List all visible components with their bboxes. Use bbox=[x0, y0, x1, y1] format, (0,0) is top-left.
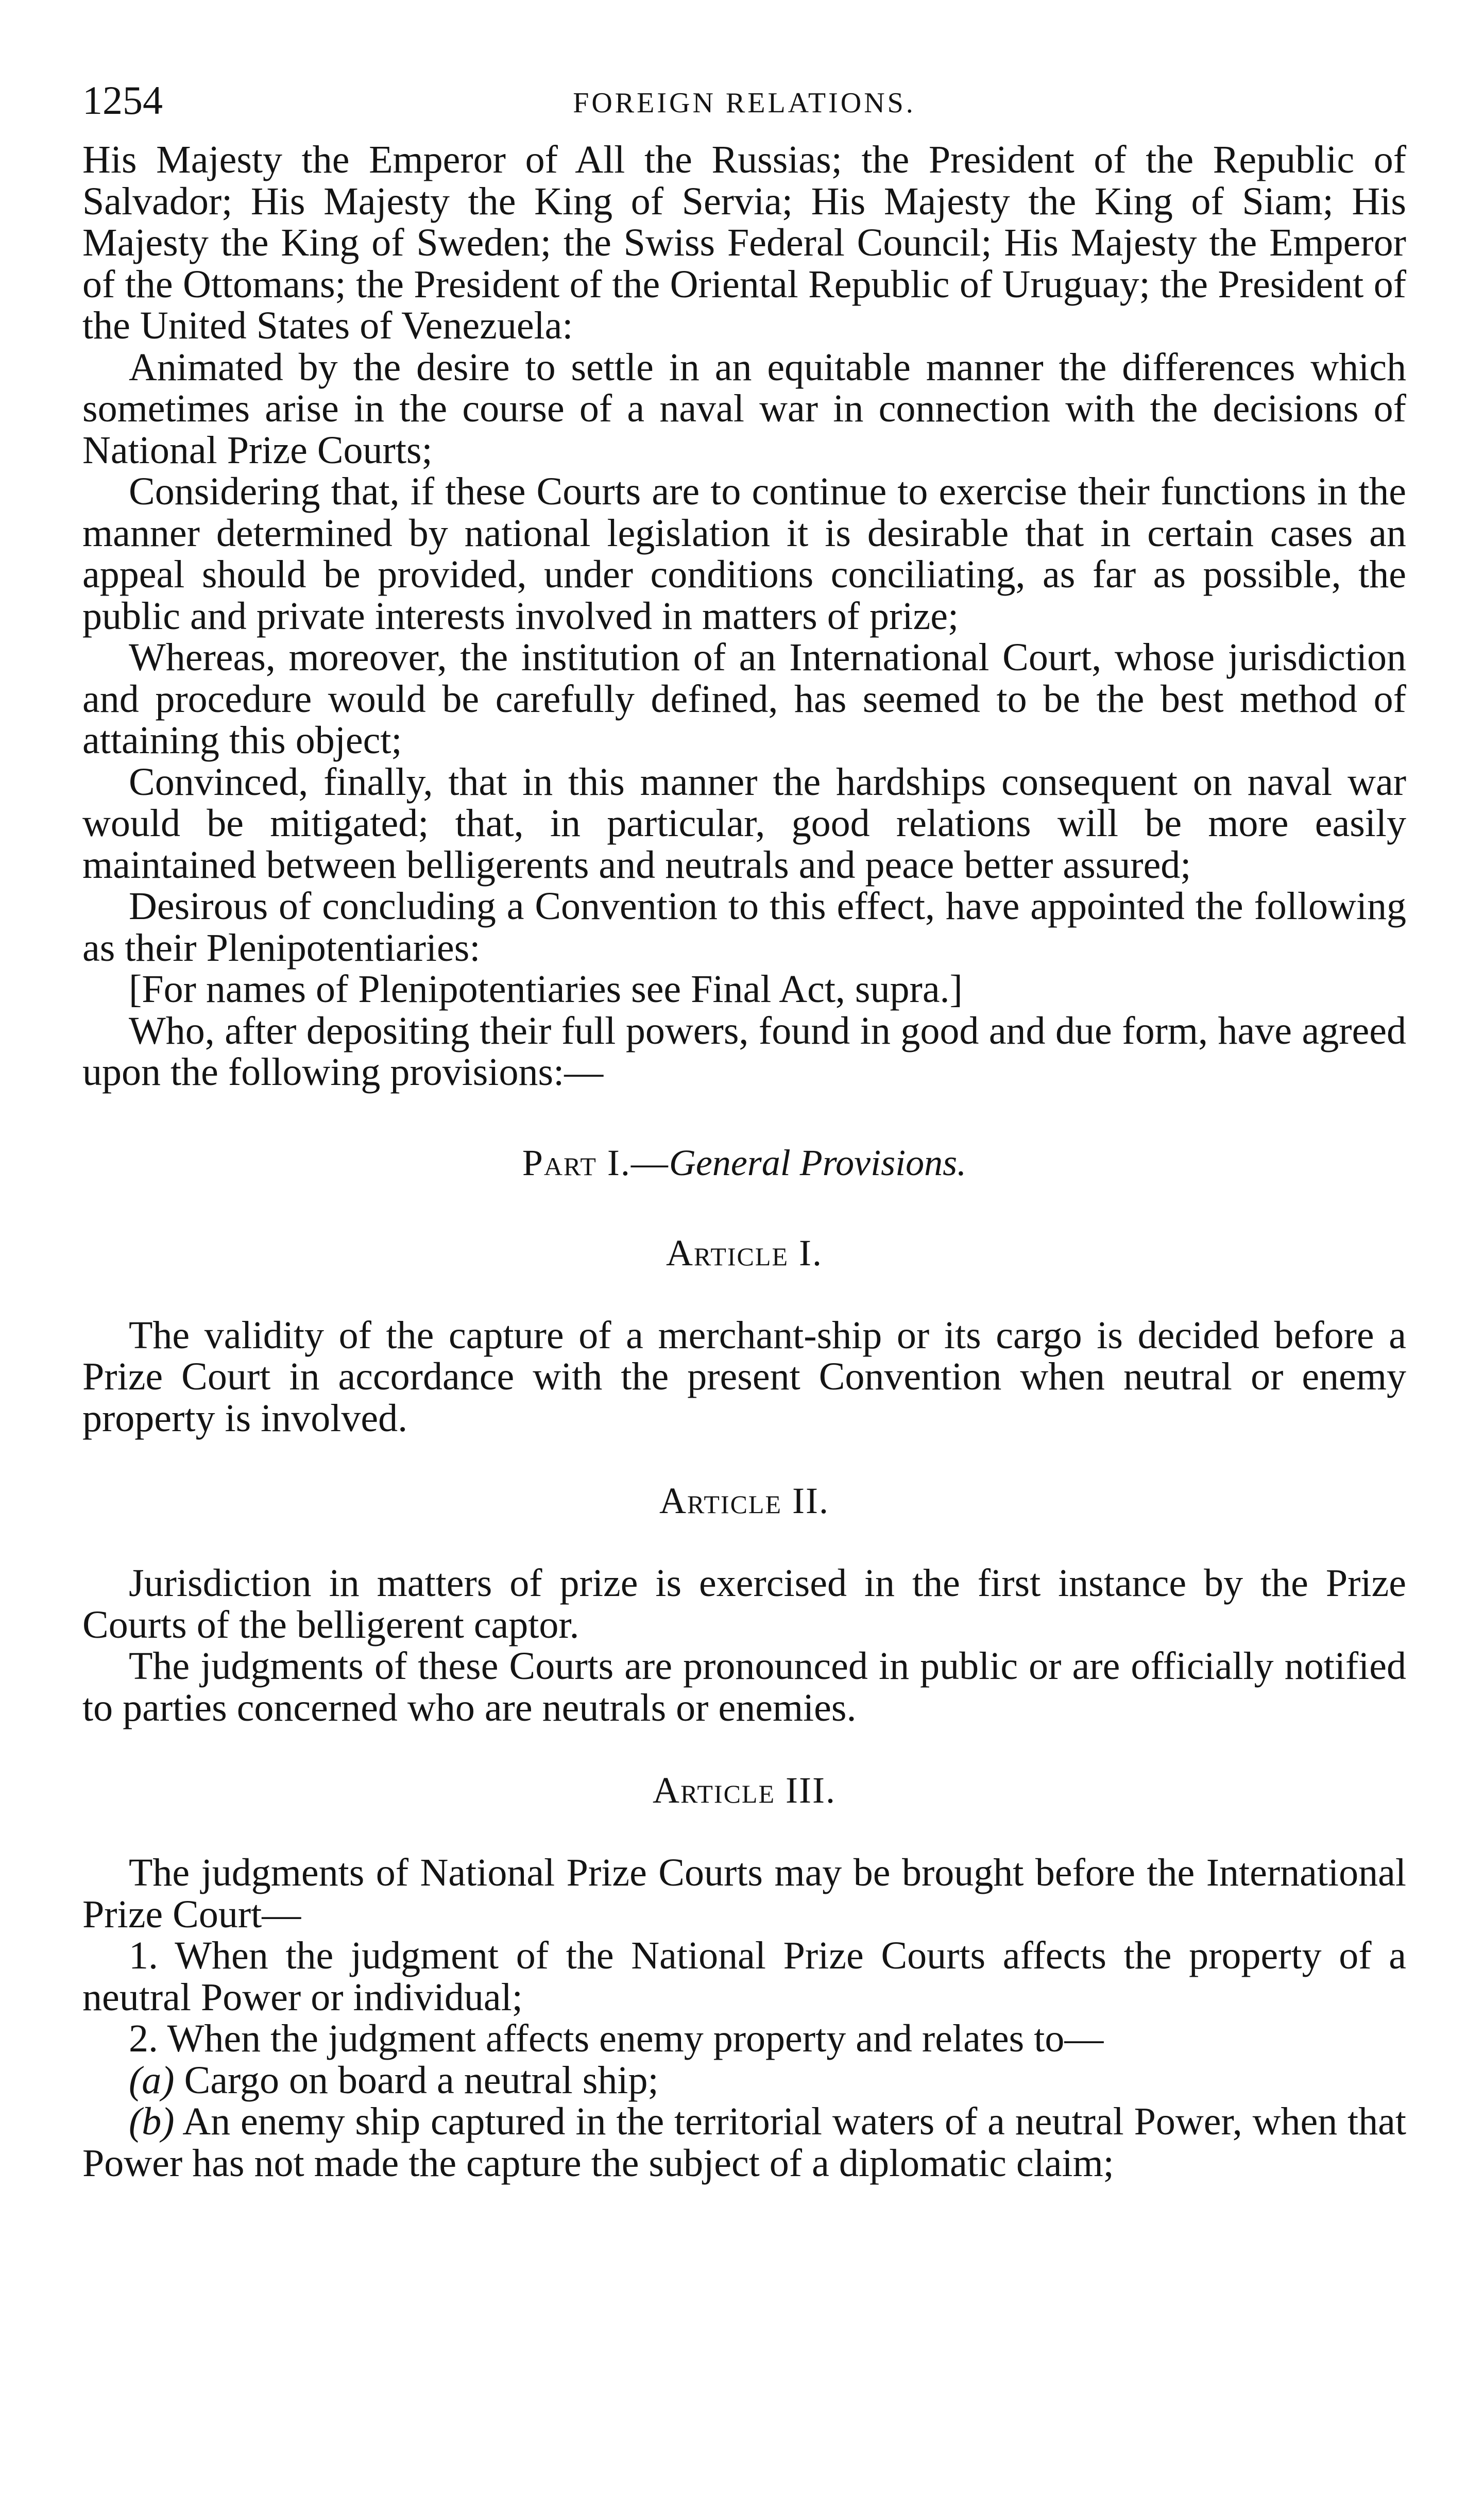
part-title: General Provisions. bbox=[669, 1142, 967, 1183]
preamble-desirous-paragraph: Desirous of concluding a Convention to this effect, have appointed the following as their Plenipotentiaries: bbox=[82, 885, 1406, 970]
document-body bbox=[82, 139, 1406, 2184]
article-3-item-2a bbox=[82, 2060, 1406, 2101]
document-page bbox=[82, 77, 1406, 2184]
preamble-convinced-paragraph: Convinced, finally, that in this manner the hardships consequent on naval war would be mitigated; that, in particular, good relations will be more easily maintained between belligerents and neutrals and peace better assured; bbox=[82, 760, 1406, 887]
preamble-whereas-paragraph: Whereas, moreover, the institution of an International Court, whose jurisdiction and procedure would be carefully defined, has seemed to be the best method of attaining this object; bbox=[82, 636, 1406, 762]
part-label: Part I.— bbox=[522, 1142, 669, 1183]
preamble-considering-paragraph: Considering that, if these Courts are to continue to exercise their functions in the manner determined by national legislation it is desirable that in certain cases an appeal should be provided, under conditions conciliating, as far as possible, the public and private interests involved in matters of prize; bbox=[82, 470, 1406, 638]
preamble-who-paragraph: Who, after depositing their full powers, found in good and due form, have agreed upon the following provisions:— bbox=[82, 1009, 1406, 1094]
article-2-paragraph-1: Jurisdiction in matters of prize is exercised in the first instance by the Prize Courts of the belligerent captor. bbox=[82, 1561, 1406, 1647]
article-1-paragraph: The validity of the capture of a merchant-ship or its cargo is decided before a Prize Court in accordance with the present Convention when neutral or enemy property is involved. bbox=[82, 1313, 1406, 1440]
item-b-marker: (b) bbox=[129, 2100, 175, 2143]
article-2-paragraph-2: The judgments of these Courts are pronounced in public or are officially notified to parties concerned who are neutrals or enemies. bbox=[82, 1644, 1406, 1729]
article-3-item-2: 2. When the judgment affects enemy property and relates to— bbox=[129, 2017, 1104, 2060]
part-heading bbox=[82, 1142, 1406, 1183]
preamble-parties-paragraph: His Majesty the Emperor of All the Russias; the President of the Republic of Salvador; His Majesty the King of Servia; His Majesty the King of Siam; His Majesty the King of Sweden; the Swiss Federal Council; His Majesty the Emperor of the Ottomans; the President of the Oriental Republic of Uruguay; the President of the United States of Venezuela: bbox=[82, 138, 1406, 347]
article-3-paragraph-1: The judgments of National Prize Courts may be brought before the International Prize Court— bbox=[82, 1851, 1406, 1936]
item-a-text: Cargo on board a neutral ship; bbox=[174, 2058, 659, 2102]
article-3-heading: Article III. bbox=[653, 1770, 836, 1811]
article-1-heading: Article I. bbox=[666, 1232, 823, 1274]
article-2-heading: Article II. bbox=[659, 1480, 829, 1521]
article-3-item-2b bbox=[82, 2101, 1406, 2184]
item-a-marker: (a) bbox=[129, 2058, 175, 2102]
item-b-text: An enemy ship captured in the territorial waters of a neutral Power, when that Power has not made the capture the subject of a diplomatic claim; bbox=[82, 2100, 1406, 2185]
plenipotentiaries-note: [For names of Plenipotentiaries see Final Act, supra.] bbox=[129, 968, 963, 1011]
running-header bbox=[82, 77, 1406, 139]
page-number: 1254 bbox=[82, 78, 163, 123]
running-title: FOREIGN RELATIONS. bbox=[573, 87, 916, 119]
preamble-animated-paragraph: Animated by the desire to settle in an equitable manner the differences which sometimes arise in the course of a naval war in connection with the decisions of National Prize Courts; bbox=[82, 345, 1406, 472]
article-3-item-1: 1. When the judgment of the National Prize Courts affects the property of a neutral Power or individual; bbox=[82, 1934, 1406, 2019]
